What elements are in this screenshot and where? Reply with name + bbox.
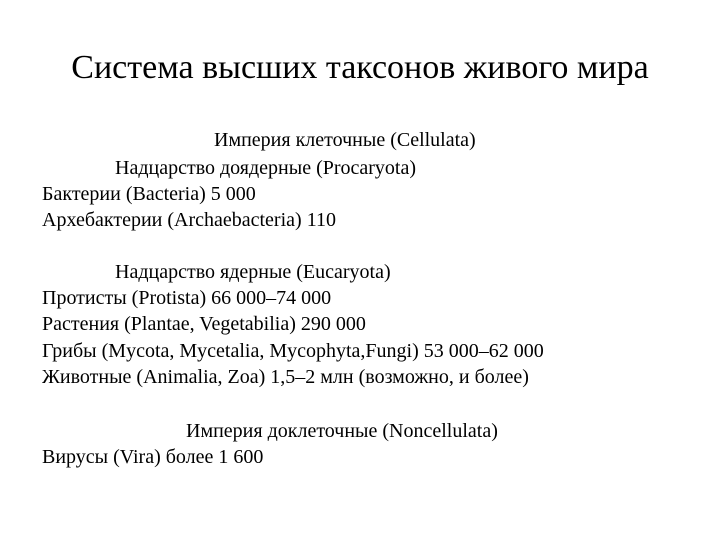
taxon-animals: Животные (Animalia, Zoa) 1,5–2 млн (возможно, и более) (42, 366, 529, 388)
slide-title: Система высших таксонов живого мира (71, 49, 649, 86)
superkingdom-eukaryotes-heading: Надцарство ядерные (Eucaryota) (115, 261, 391, 283)
taxon-plants: Растения (Plantae, Vegetabilia) 290 000 (42, 313, 366, 335)
superkingdom-prokaryotes-heading: Надцарство доядерные (Procaryota) (115, 157, 417, 179)
empire-cellular-heading: Империя клеточные (Cellulata) (214, 129, 476, 151)
taxon-bacteria: Бактерии (Bacteria) 5 000 (42, 183, 256, 205)
taxon-viruses: Вирусы (Vira) более 1 600 (42, 446, 264, 468)
taxon-archaebacteria: Архебактерии (Archaebacteria) 110 (42, 209, 336, 231)
taxon-protists: Протисты (Protista) 66 000–74 000 (42, 287, 332, 309)
taxon-fungi: Грибы (Mycota, Mycetalia, Mycophyta,Fungi) 53 000–62 000 (42, 340, 544, 362)
empire-noncellular-heading: Империя доклеточные (Noncellulata) (186, 420, 498, 442)
